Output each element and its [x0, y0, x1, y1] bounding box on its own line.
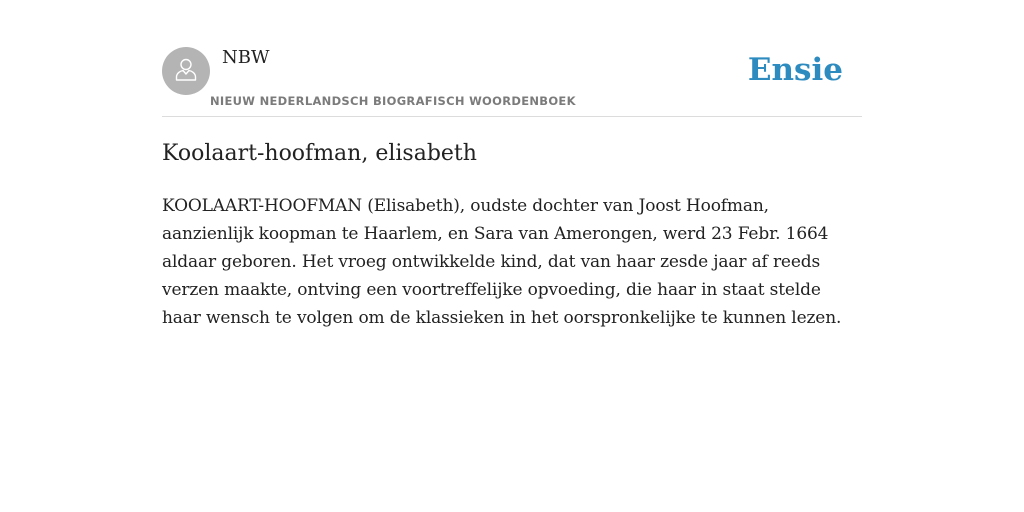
article-body: KOOLAART-HOOFMAN (Elisabeth), oudste dochter van Joost Hoofman, aanzienlijk koopman te Haarlem, en Sara van Amerongen, werd 23 Febr. 1664 aldaar geboren. Het vroeg ontwikkelde kind, dat van haar zesde jaar af reeds verzen maakte, ontving een voortreffelijke opvoeding, die haar in staat stelde haar wensch te volgen om de klassieken in het oorspronkelijke te kunnen lezen. — [162, 196, 842, 328]
article-title: Koolaart-hoofman, elisabeth — [162, 141, 477, 166]
user-icon — [172, 55, 200, 87]
source-name[interactable]: NBW — [222, 47, 270, 68]
brand-logo[interactable]: Ensie — [747, 52, 843, 88]
source-header — [162, 46, 862, 117]
source-avatar[interactable] — [162, 47, 210, 95]
source-subtitle: NIEUW NEDERLANDSCH BIOGRAFISCH WOORDENBOEK — [210, 94, 576, 108]
